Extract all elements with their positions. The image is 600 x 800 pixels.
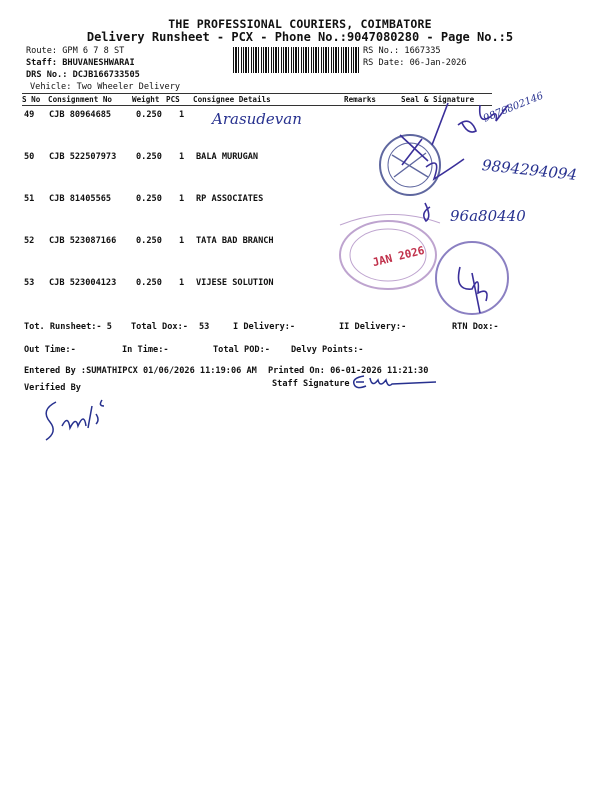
total-dox-value: 53 [199, 322, 210, 332]
col-seal: Seal & Signature [401, 95, 475, 104]
row-weight: 0.250 [136, 110, 162, 120]
handwritten-phone: 9876802146 [481, 90, 546, 125]
handwritten-recipient: Arasudevan [212, 110, 302, 128]
total-dox-label: Total Dox:- [131, 322, 188, 332]
col-consignee: Consignee Details [193, 95, 271, 104]
verified-by: Verified By [24, 383, 81, 393]
row-sno: 50 [24, 152, 35, 162]
tot-runsheet: Tot. Runsheet:- 5 [24, 322, 112, 332]
stamp-date: JAN 2026 [371, 243, 426, 270]
row-pcs: 1 [179, 278, 185, 288]
row-consignment: CJB 80964685 [49, 110, 112, 120]
row-sno: 52 [24, 236, 35, 246]
vehicle-label: Vehicle: Two Wheeler Delivery [30, 82, 181, 92]
row-consignment: CJB 523087166 [49, 236, 117, 246]
rs-date-label: RS Date: 06-Jan-2026 [363, 58, 467, 68]
barcode [233, 47, 359, 73]
row-weight: 0.250 [136, 278, 162, 288]
col-consignment: Consignment No [48, 95, 113, 104]
handwritten-phone: 96a80440 [450, 207, 526, 225]
total-pod: Total POD:- [213, 345, 270, 355]
round-seal-icon [436, 242, 508, 314]
company-name: THE PROFESSIONAL COURIERS, COIMBATORE [168, 17, 432, 31]
row-consignee: TATA BAD BRANCH [196, 236, 274, 246]
printed-on: Printed On: 06-01-2026 11:21:30 [268, 366, 429, 376]
row-weight: 0.250 [136, 194, 162, 204]
row-weight: 0.250 [136, 236, 162, 246]
col-weight: Weight [132, 95, 160, 104]
drs-label: DRS No.: DCJB166733505 [26, 70, 140, 80]
staff-label: Staff: BHUVANESHWARAI [26, 58, 135, 68]
rs-no-label: RS No.: 1667335 [363, 46, 441, 56]
row-consignment: CJB 522507973 [49, 152, 117, 162]
handwritten-phone: 9894294094 [481, 156, 578, 184]
verifier-signature-icon [38, 392, 118, 446]
row-sno: 53 [24, 278, 35, 288]
row-pcs: 1 [179, 110, 185, 120]
row-consignment: CJB 81405565 [49, 194, 112, 204]
row-consignment: CJB 523004123 [49, 278, 117, 288]
row-consignee: BALA MURUGAN [196, 152, 259, 162]
row-pcs: 1 [179, 236, 185, 246]
col-pcs: PCS [166, 95, 180, 104]
staff-signature-label: Staff Signature [272, 379, 350, 389]
delvy-points: Delvy Points:- [291, 345, 364, 355]
row-consignee: VIJESE SOLUTION [196, 278, 274, 288]
row-sno: 51 [24, 194, 35, 204]
in-time: In Time:- [122, 345, 169, 355]
entered-by: Entered By :SUMATHIPCX 01/06/2026 11:19:06 AM [24, 366, 257, 376]
out-time: Out Time:- [24, 345, 76, 355]
rtn-dox: RTN Dox:- [452, 322, 499, 332]
row-sno: 49 [24, 110, 35, 120]
row-pcs: 1 [179, 194, 185, 204]
ii-delivery: II Delivery:- [339, 322, 407, 332]
row-weight: 0.250 [136, 152, 162, 162]
col-sno: S No [22, 95, 41, 104]
staff-signature-icon [350, 370, 440, 396]
route-label: Route: GPM 6 7 8 ST [26, 46, 125, 56]
row-pcs: 1 [179, 152, 185, 162]
header-top-rule [22, 93, 492, 94]
i-delivery: I Delivery:- [233, 322, 296, 332]
row-consignee: RP ASSOCIATES [196, 194, 264, 204]
seal-signature-overlay [330, 95, 600, 330]
runsheet-title: Delivery Runsheet - PCX - Phone No.:9047080280 - Page No.:5 [86, 30, 514, 44]
col-remarks: Remarks [344, 95, 377, 104]
